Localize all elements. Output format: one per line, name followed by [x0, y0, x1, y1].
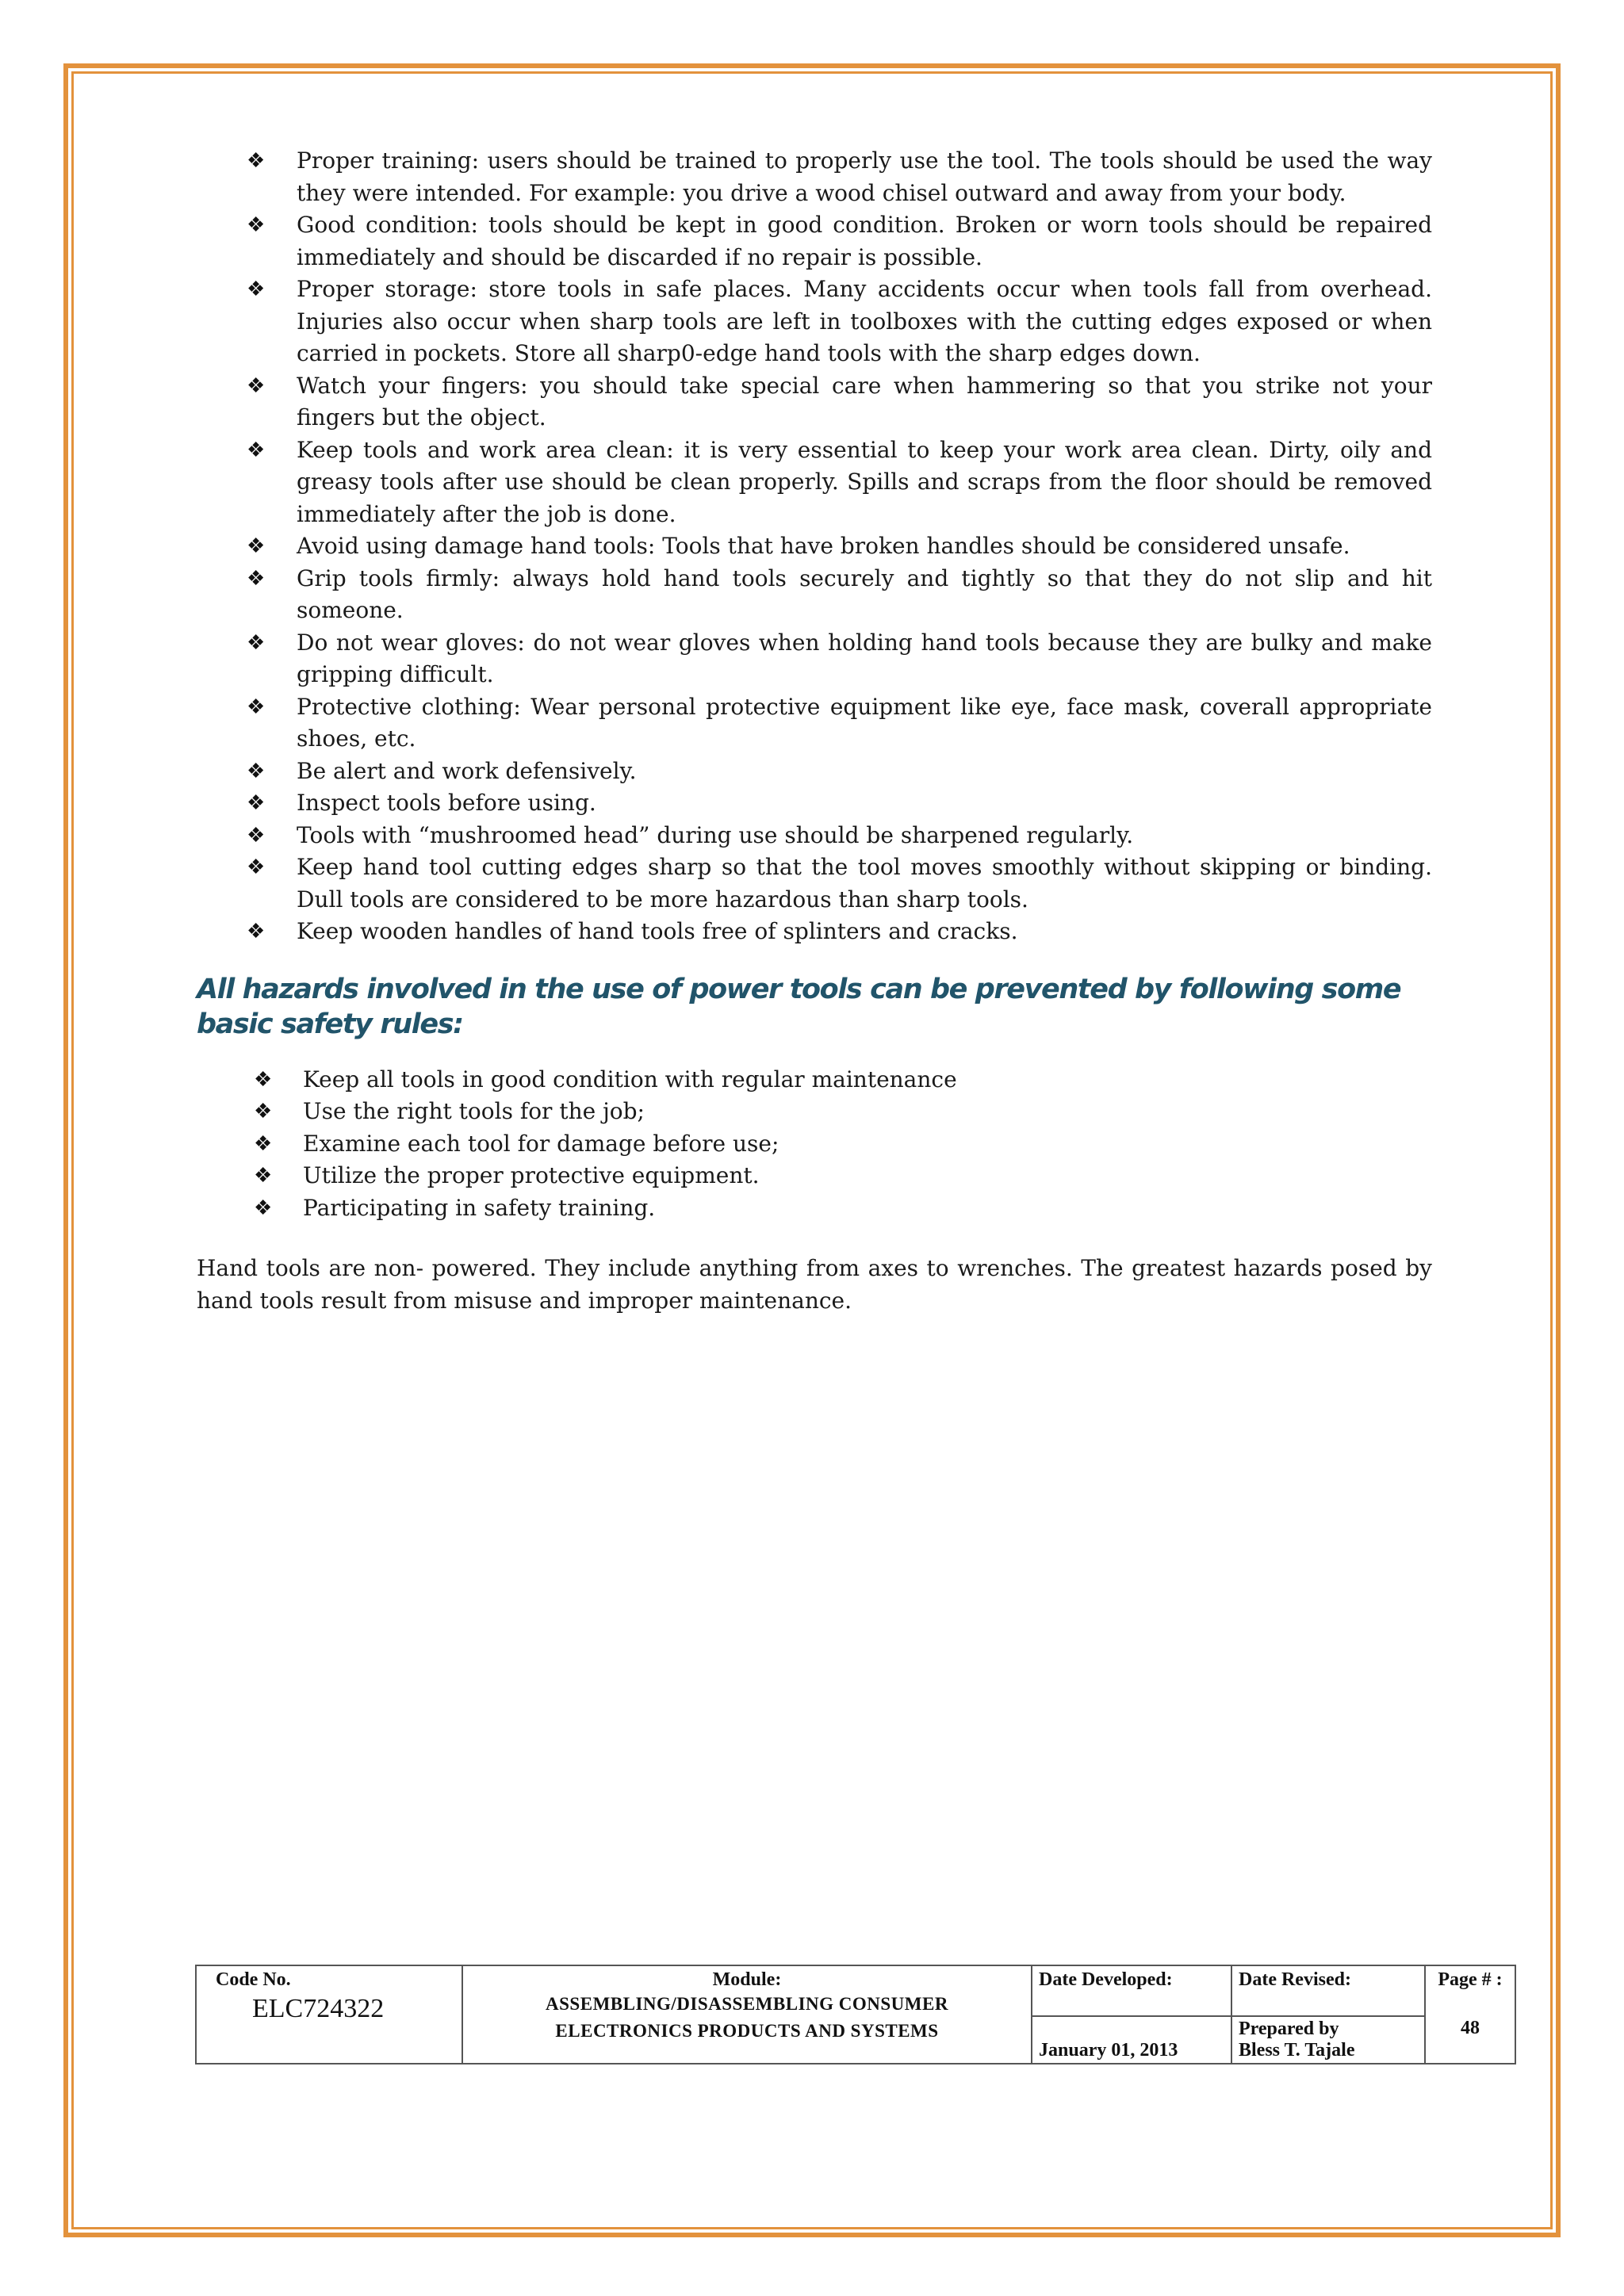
safety-rule-item-text: Keep wooden handles of hand tools free of splinters and cracks.: [297, 918, 1018, 944]
safety-rule-item: [197, 787, 1432, 820]
safety-rule-item-text: Avoid using damage hand tools: Tools that have broken handles should be considered unsafe.: [297, 533, 1350, 559]
section-heading: All hazards involved in the use of power tools can be prevented by following some basic safety rules:: [197, 973, 1401, 1040]
footer-page-label: Page # :: [1438, 1969, 1503, 1990]
safety-rule-item: [197, 370, 1432, 434]
safety-rule-item: [197, 563, 1432, 627]
power-rule-item-text: Utilize the proper protective equipment.: [303, 1162, 760, 1188]
footer-date-developed-label: Date Developed:: [1032, 1965, 1231, 2016]
bullet-diamond-icon: ❖: [254, 1100, 273, 1123]
safety-rule-item-text: Good condition: tools should be kept in good condition. Broken or worn tools should be repaired immediately and should be discarded if no repair is possible.: [297, 212, 1432, 270]
safety-rule-item: [197, 434, 1432, 531]
bullet-diamond-icon: ❖: [254, 1067, 273, 1092]
bullet-diamond-icon: ❖: [247, 823, 266, 848]
footer-code-value: ELC724322: [252, 1994, 385, 2023]
hand-tool-safety-list: [197, 145, 1432, 948]
safety-rule-item: [197, 530, 1432, 563]
document-footer-table: [195, 1965, 1516, 2064]
body-paragraph: Hand tools are non- powered. They include anything from axes to wrenches. The greatest hazards posed by hand tools result from misuse and improper maintenance.: [197, 1255, 1432, 1314]
footer-module-line-1: ASSEMBLING/DISASSEMBLING CONSUMER: [546, 1994, 948, 2014]
power-rule-item-text: Use the right tools for the job;: [303, 1098, 645, 1124]
bullet-diamond-icon: ❖: [247, 149, 266, 173]
bullet-diamond-icon: ❖: [254, 1196, 273, 1220]
bullet-diamond-icon: ❖: [247, 920, 266, 943]
safety-rule-item-text: Proper storage: store tools in safe places. Many accidents occur when tools fall from overhead. Injuries also occur when sharp tools are left in toolboxes with the cutting edges exposed or when carried in pockets. Store all sharp0-edge hand tools with the sharp edges down.: [297, 276, 1432, 366]
bullet-diamond-icon: ❖: [247, 695, 266, 719]
footer-page-number: 48: [1461, 2018, 1480, 2038]
safety-rule-item-text: Proper training: users should be trained to properly use the tool. The tools should be used the way they were intended. For example: you drive a wood chisel outward and away from your body.: [297, 147, 1432, 206]
safety-rule-item: [197, 691, 1432, 756]
footer-prepared-by-cell: [1231, 2016, 1425, 2064]
page-content: [197, 145, 1432, 1339]
footer-code-label: Code No.: [216, 1969, 291, 1990]
bullet-diamond-icon: ❖: [247, 373, 266, 398]
safety-rule-item-text: Do not wear gloves: do not wear gloves when holding hand tools because they are bulky and make gripping difficult.: [297, 629, 1432, 687]
safety-rule-item: [197, 145, 1432, 209]
power-rule-item-text: Keep all tools in good condition with regular maintenance: [303, 1066, 957, 1093]
safety-rule-item-text: Grip tools firmly: always hold hand tools securely and tightly so that they do not slip and hit someone.: [297, 564, 1432, 623]
safety-rule-item-text: Tools with “mushroomed head” during use should be sharpened regularly.: [297, 821, 1134, 848]
bullet-diamond-icon: ❖: [247, 438, 266, 462]
bullet-diamond-icon: ❖: [247, 277, 266, 301]
footer-page-cell: [1425, 1965, 1515, 2064]
safety-rule-item: [197, 851, 1432, 916]
power-rule-item-text: Examine each tool for damage before use;: [303, 1130, 779, 1157]
safety-rule-item: [197, 756, 1432, 788]
safety-rule-item-text: Be alert and work defensively.: [297, 757, 637, 784]
safety-rule-item-text: Keep tools and work area clean: it is very essential to keep your work area clean. Dirty, oily and greasy tools after use should be clean properly. Spills and scraps from the floor should be removed immediately after the job is done.: [297, 436, 1432, 527]
footer-prepared-by-label: Prepared by: [1239, 2019, 1339, 2039]
bullet-diamond-icon: ❖: [247, 791, 266, 815]
safety-rule-item: [197, 916, 1432, 948]
footer-module-cell: [462, 1965, 1032, 2064]
safety-rule-item-text: Keep hand tool cutting edges sharp so that the tool moves smoothly without skipping or binding. Dull tools are considered to be more hazardous than sharp tools.: [297, 854, 1432, 913]
safety-rule-item: [197, 627, 1432, 691]
safety-rule-item-text: Watch your fingers: you should take special care when hammering so that you strike not your fingers but the object.: [297, 372, 1432, 430]
power-rule-item: [197, 1064, 1432, 1096]
footer-date-developed-value: January 01, 2013: [1032, 2016, 1231, 2064]
footer-module-label: Module:: [712, 1969, 782, 1990]
bullet-diamond-icon: ❖: [247, 855, 266, 879]
bullet-diamond-icon: ❖: [254, 1131, 273, 1156]
footer-prepared-by-value: Bless T. Tajale: [1239, 2040, 1355, 2061]
safety-rule-item-text: Protective clothing: Wear personal protective equipment like eye, face mask, coverall appropriate shoes, etc.: [297, 693, 1432, 752]
footer-module-line-2: ELECTRONICS PRODUCTS AND SYSTEMS: [555, 2021, 939, 2041]
bullet-diamond-icon: ❖: [247, 213, 266, 237]
bullet-diamond-icon: ❖: [247, 759, 266, 783]
safety-rule-item: [197, 274, 1432, 370]
bullet-diamond-icon: ❖: [254, 1164, 273, 1188]
bullet-diamond-icon: ❖: [247, 566, 266, 591]
footer-code-cell: [196, 1965, 462, 2064]
bullet-diamond-icon: ❖: [247, 534, 266, 558]
power-rule-item: [197, 1128, 1432, 1161]
safety-rule-item: [197, 209, 1432, 274]
safety-rule-item: [197, 820, 1432, 852]
footer-date-revised-label: Date Revised:: [1231, 1965, 1425, 2016]
safety-rule-item-text: Inspect tools before using.: [297, 790, 596, 816]
bullet-diamond-icon: ❖: [247, 630, 266, 655]
power-rule-item: [197, 1192, 1432, 1225]
power-rule-item: [197, 1096, 1432, 1128]
power-tool-rules-list: [197, 1064, 1432, 1225]
power-rule-item-text: Participating in safety training.: [303, 1194, 656, 1221]
power-rule-item: [197, 1160, 1432, 1192]
